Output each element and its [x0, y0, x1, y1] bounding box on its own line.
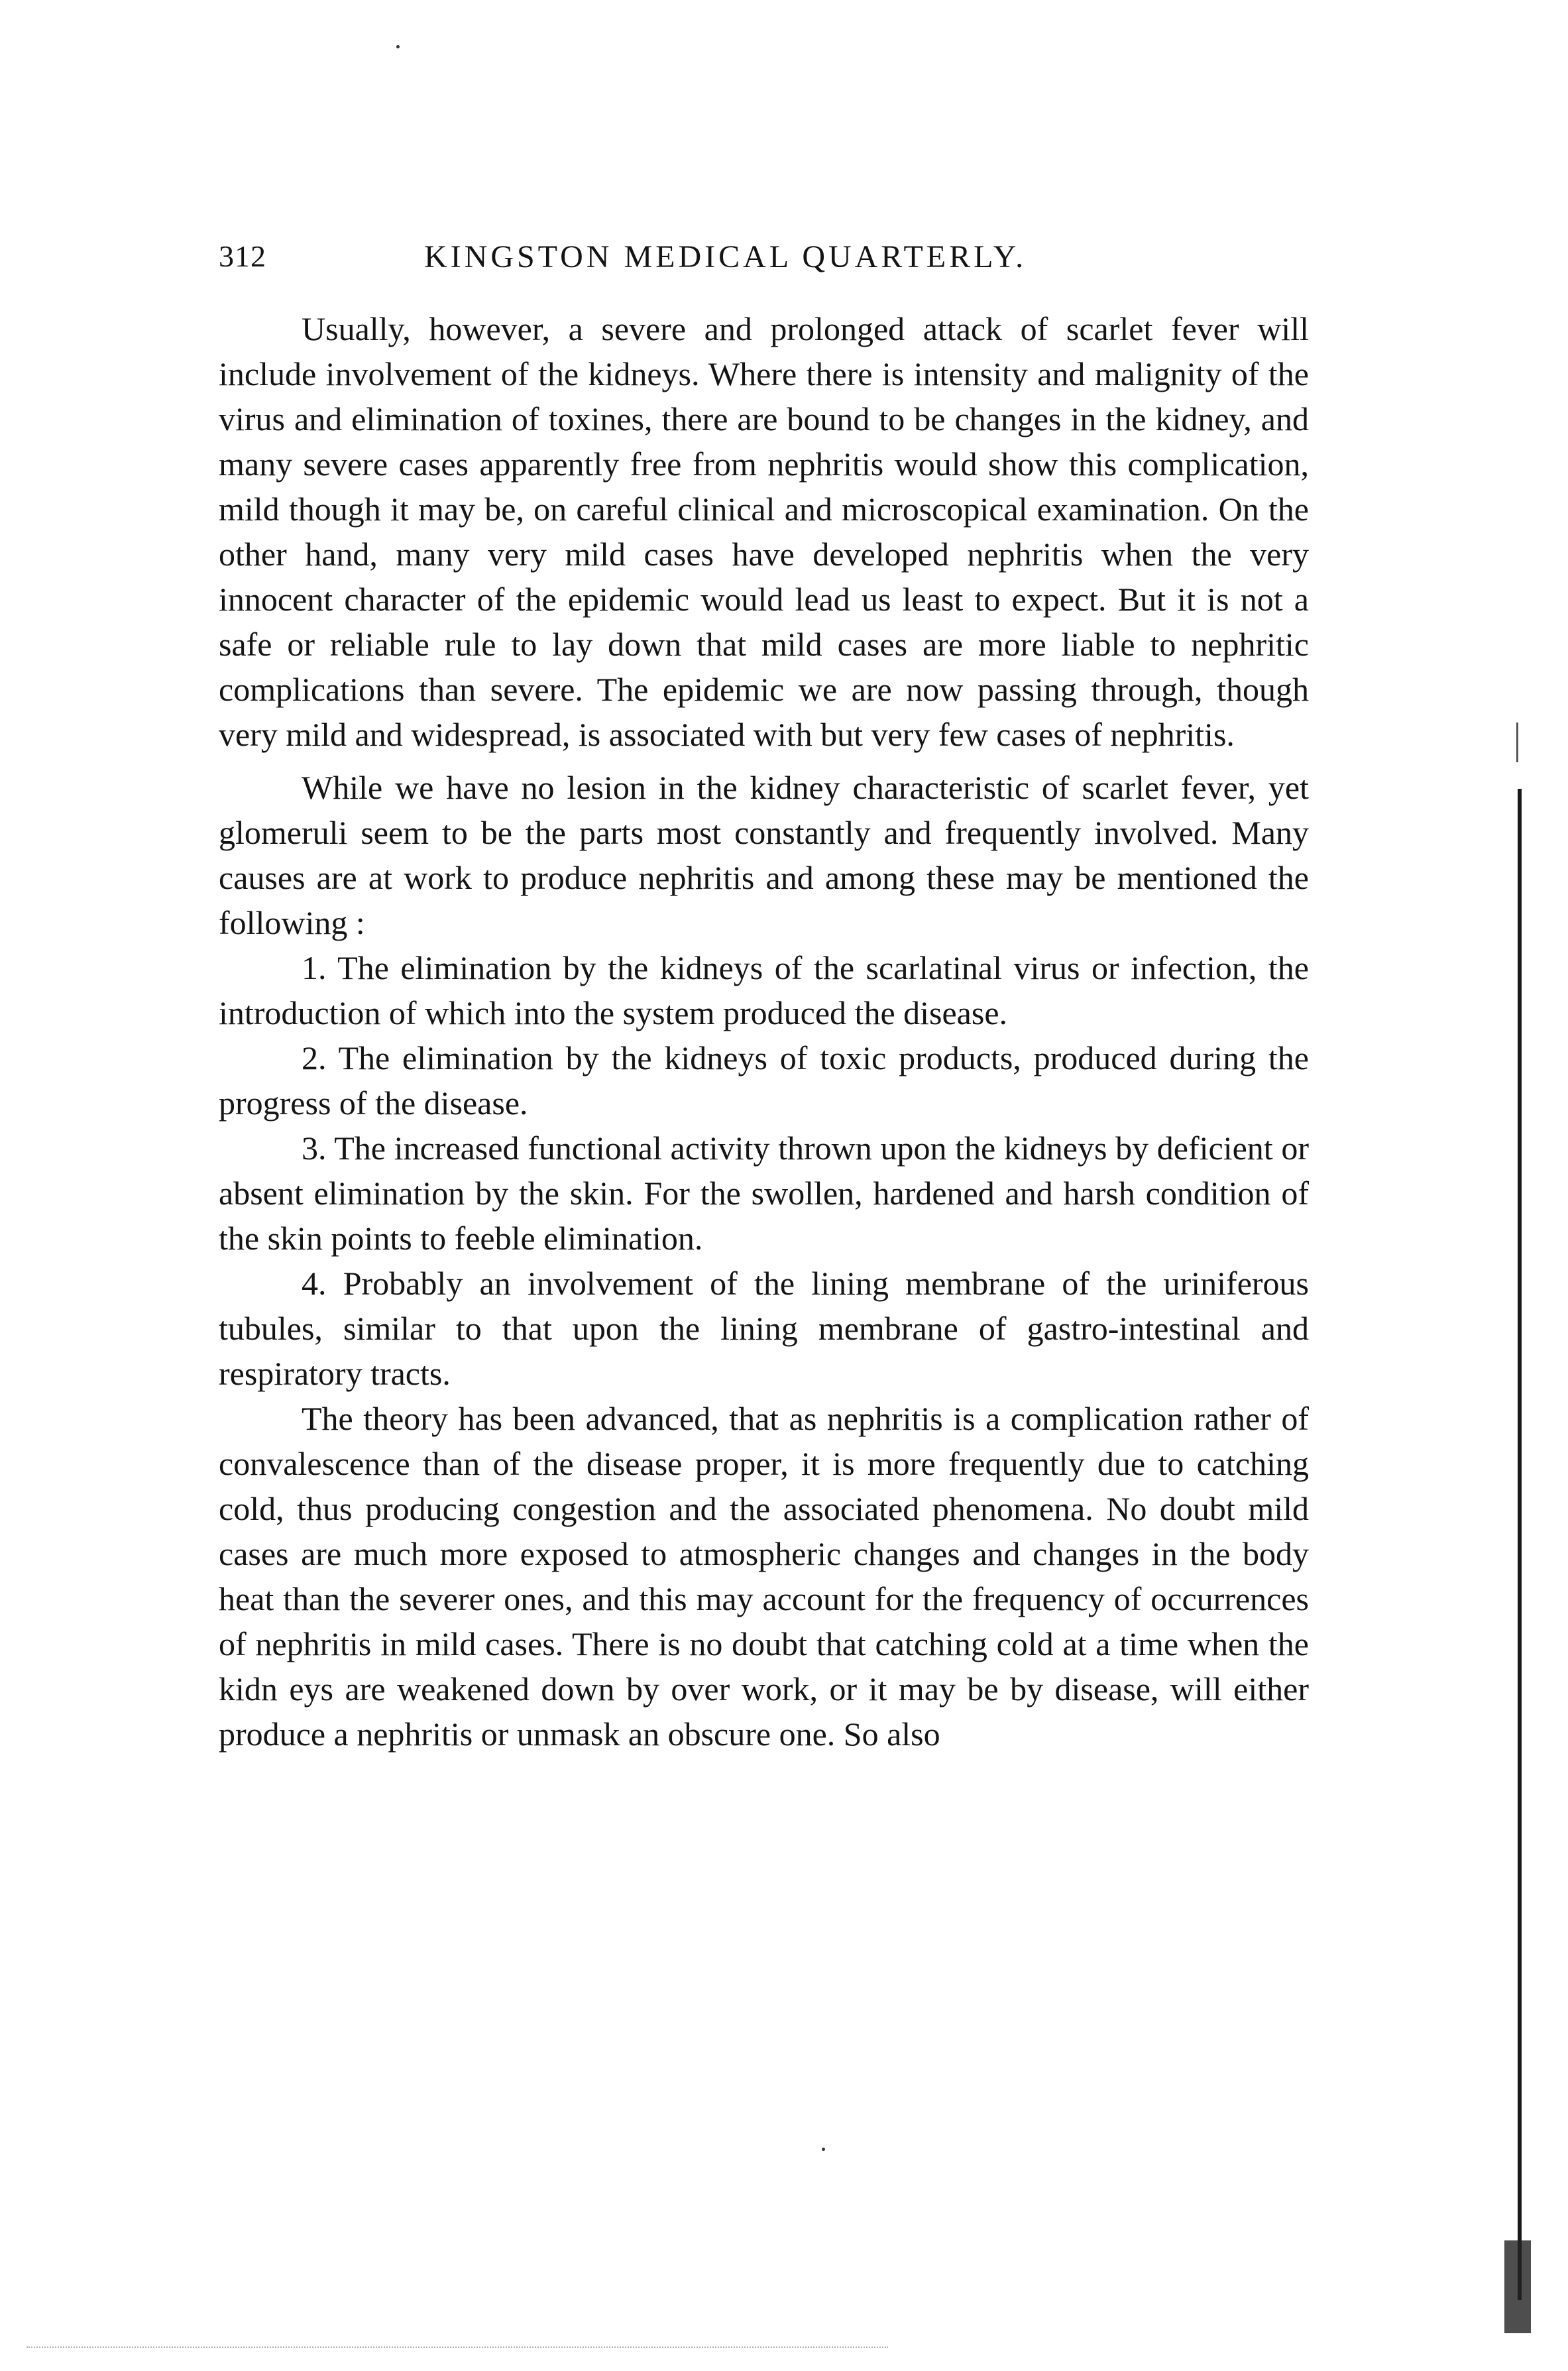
- paragraph: Usually, however, a severe and prolonged attack of scarlet fever will include involvement of the kidneys. Where there is intensity and malignity of the virus and elimination of toxines, there are bound to be changes in the kidney, and many severe cases apparently free from nephritis would show this complication, mild though it may be, on careful clinical and microscopical examination. On the other hand, many very mild cases have developed nephritis when the very innocent character of the epidemic would lead us least to expect. But it is not a safe or reliable rule to lay down that mild cases are more liable to nephritic complications than severe. The epidemic we are now passing through, though very mild and widespread, is associated with but very few cases of nephritis.: [219, 310, 1309, 753]
- list-item: 1. The elimination by the kidneys of the scarlatinal virus or infection, the introduction of which into the system produced the disease.: [219, 949, 1309, 1031]
- list-item: 3. The increased functional activity thrown upon the kidneys by deficient or absent elimination by the skin. For the swollen, hardened and harsh condition of the skin points to feeble elimination.: [219, 1129, 1309, 1257]
- list-item: 4. Probably an involvement of the lining membrane of the uriniferous tubules, similar to that upon the lining membrane of gastro-intestinal and respiratory tracts.: [219, 1265, 1309, 1392]
- print-speck: [822, 2148, 825, 2151]
- page-header: [219, 239, 1306, 285]
- running-title: KINGSTON MEDICAL QUARTERLY.: [424, 239, 1027, 274]
- paragraph: While we have no lesion in the kidney characteristic of scarlet fever, yet glomeruli seem to be the parts most constantly and frequently involved. Many causes are at work to produce nephritis and among these may be mentioned the following :: [219, 769, 1309, 941]
- scan-margin-rule: [1518, 789, 1522, 2300]
- scan-margin-artifact: [1504, 2240, 1531, 2333]
- print-speck: [396, 45, 400, 48]
- list-item: 2. The elimination by the kidneys of toxic products, produced during the progress of the disease.: [219, 1039, 1309, 1122]
- paragraph: The theory has been advanced, that as nephritis is a complication rather of convalescence than of the disease proper, it is more frequently due to catching cold, thus producing congestion and the associated phenomena. No doubt mild cases are much more exposed to atmospheric changes and changes in the body heat than the severer ones, and this may account for the frequency of occurrences of nephritis in mild cases. There is no doubt that catching cold at a time when the kidn eys are weakened down by over work, or it may be by disease, will either produce a nephritis or unmask an obscure one. So also: [219, 1400, 1309, 1753]
- body-text: [219, 306, 1309, 1757]
- scan-bottom-specks: [27, 2346, 888, 2361]
- page-number: 312: [219, 239, 266, 273]
- scan-margin-mark: [1516, 723, 1518, 762]
